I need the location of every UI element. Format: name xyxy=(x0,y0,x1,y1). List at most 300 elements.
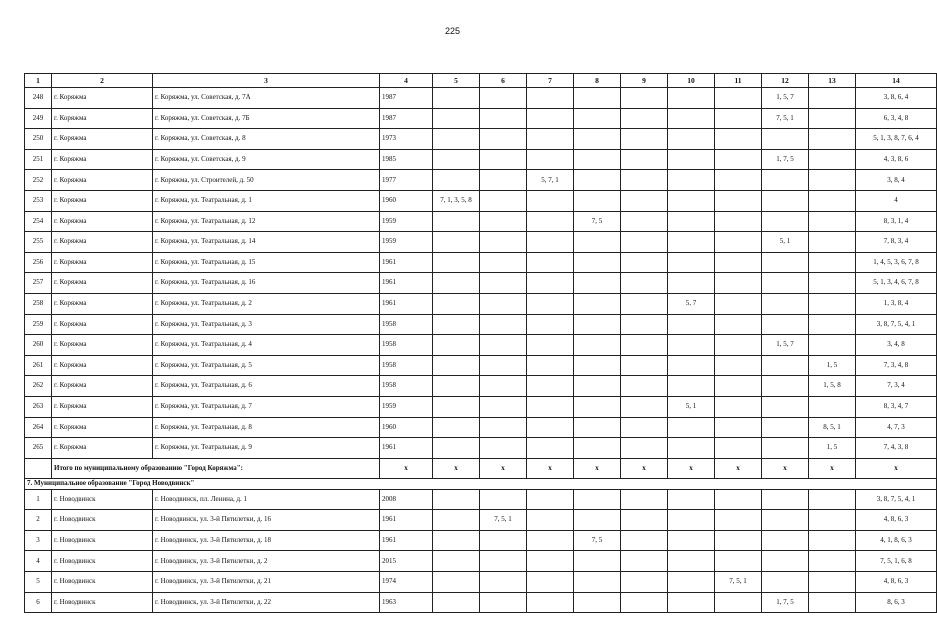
column-header: 7 xyxy=(527,74,574,88)
column-header: 11 xyxy=(715,74,762,88)
cell-col-1: 260 xyxy=(25,335,52,356)
cell-col-13 xyxy=(809,572,856,593)
cell-col-4: 2008 xyxy=(380,489,433,510)
cell-col-14: 3, 8, 6, 4 xyxy=(856,88,937,109)
cell-col-4: 1961 xyxy=(380,530,433,551)
cell-col-5 xyxy=(433,417,480,438)
cell-col-13 xyxy=(809,551,856,572)
cell-col-14: 7, 3, 4, 8 xyxy=(856,355,937,376)
cell-col-1: 258 xyxy=(25,293,52,314)
cell-col-13: 1, 5, 8 xyxy=(809,376,856,397)
cell-col-2: г. Новодвинск xyxy=(52,530,153,551)
cell-col-4: 1961 xyxy=(380,293,433,314)
table-row xyxy=(25,592,937,613)
cell-col-12: 1, 7, 5 xyxy=(762,149,809,170)
cell-col-9 xyxy=(621,551,668,572)
cell-col-4: 1961 xyxy=(380,438,433,459)
cell-col-11 xyxy=(715,252,762,273)
cell-col-8: 7, 5 xyxy=(574,530,621,551)
cell-col-2: г. Коряжма xyxy=(52,211,153,232)
register-table xyxy=(24,73,937,613)
cell-col-11 xyxy=(715,592,762,613)
cell-col-11 xyxy=(715,396,762,417)
cell-col-1: 253 xyxy=(25,190,52,211)
cell-col-3: г. Коряжма, ул. Театральная, д. 15 xyxy=(153,252,380,273)
cell-col-2: г. Коряжма xyxy=(52,293,153,314)
cell-col-10 xyxy=(668,438,715,459)
cell-col-10: 5, 7 xyxy=(668,293,715,314)
cell-col-5 xyxy=(433,293,480,314)
cell-col-3: г. Коряжма, ул. Театральная, д. 1 xyxy=(153,190,380,211)
cell-col-11 xyxy=(715,129,762,150)
cell-col-1: 248 xyxy=(25,88,52,109)
total-value: x xyxy=(380,458,433,478)
table-row xyxy=(25,273,937,294)
table-row xyxy=(25,396,937,417)
cell-col-7 xyxy=(527,335,574,356)
cell-col-13: 1, 5 xyxy=(809,438,856,459)
cell-col-10 xyxy=(668,170,715,191)
cell-col-9 xyxy=(621,572,668,593)
cell-col-10 xyxy=(668,355,715,376)
cell-col-13 xyxy=(809,232,856,253)
cell-col-4: 1960 xyxy=(380,190,433,211)
cell-col-10 xyxy=(668,314,715,335)
cell-col-3: г. Новодвинск, пл. Ленина, д. 1 xyxy=(153,489,380,510)
cell-col-13 xyxy=(809,293,856,314)
cell-col-13 xyxy=(809,335,856,356)
cell-col-8 xyxy=(574,335,621,356)
cell-col-5 xyxy=(433,551,480,572)
cell-col-8 xyxy=(574,232,621,253)
cell-col-2: г. Новодвинск xyxy=(52,551,153,572)
cell-col-3: г. Коряжма, ул. Советская, д. 7А xyxy=(153,88,380,109)
cell-col-6 xyxy=(480,396,527,417)
column-header: 9 xyxy=(621,74,668,88)
cell-col-6 xyxy=(480,88,527,109)
cell-col-4: 1959 xyxy=(380,211,433,232)
cell-col-12 xyxy=(762,252,809,273)
total-value: x xyxy=(856,458,937,478)
cell-col-6 xyxy=(480,211,527,232)
cell-col-11 xyxy=(715,232,762,253)
cell-col-4: 1977 xyxy=(380,170,433,191)
column-header: 6 xyxy=(480,74,527,88)
cell-col-8 xyxy=(574,510,621,531)
cell-col-14: 4, 3, 8, 6 xyxy=(856,149,937,170)
novodvinsk-rows xyxy=(25,489,937,613)
cell-col-12 xyxy=(762,417,809,438)
cell-col-11: 7, 5, 1 xyxy=(715,572,762,593)
cell-col-9 xyxy=(621,314,668,335)
cell-col-2: г. Коряжма xyxy=(52,335,153,356)
cell-col-2: г. Коряжма xyxy=(52,273,153,294)
column-header: 13 xyxy=(809,74,856,88)
cell-col-10 xyxy=(668,108,715,129)
cell-col-8 xyxy=(574,293,621,314)
cell-col-1: 263 xyxy=(25,396,52,417)
cell-col-7 xyxy=(527,190,574,211)
cell-col-2: г. Коряжма xyxy=(52,232,153,253)
cell-col-11 xyxy=(715,551,762,572)
cell-col-12 xyxy=(762,438,809,459)
cell-col-2: г. Новодвинск xyxy=(52,510,153,531)
table-row xyxy=(25,293,937,314)
cell-col-11 xyxy=(715,190,762,211)
cell-col-3: г. Коряжма, ул. Строителей, д. 50 xyxy=(153,170,380,191)
cell-col-11 xyxy=(715,376,762,397)
cell-col-2: г. Коряжма xyxy=(52,376,153,397)
cell-col-10 xyxy=(668,252,715,273)
table-row xyxy=(25,551,937,572)
cell-col-1: 250 xyxy=(25,129,52,150)
cell-col-1: 252 xyxy=(25,170,52,191)
cell-col-14: 3, 8, 7, 5, 4, 1 xyxy=(856,489,937,510)
cell-col-11 xyxy=(715,489,762,510)
table-row xyxy=(25,355,937,376)
cell-col-5 xyxy=(433,355,480,376)
cell-col-9 xyxy=(621,293,668,314)
cell-col-10 xyxy=(668,510,715,531)
cell-col-4: 1959 xyxy=(380,396,433,417)
cell-col-4: 1987 xyxy=(380,88,433,109)
cell-col-10 xyxy=(668,211,715,232)
cell-col-2: г. Коряжма xyxy=(52,190,153,211)
cell-col-5 xyxy=(433,88,480,109)
cell-col-5 xyxy=(433,438,480,459)
column-header: 1 xyxy=(25,74,52,88)
cell-col-10 xyxy=(668,489,715,510)
cell-col-12 xyxy=(762,530,809,551)
cell-col-7 xyxy=(527,232,574,253)
cell-col-3: г. Коряжма, ул. Советская, д. 9 xyxy=(153,149,380,170)
cell-col-3: г. Коряжма, ул. Театральная, д. 7 xyxy=(153,396,380,417)
cell-col-6 xyxy=(480,489,527,510)
cell-col-2: г. Коряжма xyxy=(52,355,153,376)
table-row xyxy=(25,88,937,109)
cell-col-3: г. Коряжма, ул. Театральная, д. 9 xyxy=(153,438,380,459)
cell-col-14: 3, 8, 4 xyxy=(856,170,937,191)
cell-col-13 xyxy=(809,530,856,551)
cell-col-7 xyxy=(527,396,574,417)
cell-col-9 xyxy=(621,108,668,129)
cell-col-6 xyxy=(480,417,527,438)
column-header: 2 xyxy=(52,74,153,88)
cell-col-2: г. Коряжма xyxy=(52,252,153,273)
cell-col-6 xyxy=(480,355,527,376)
cell-col-5 xyxy=(433,396,480,417)
cell-col-5 xyxy=(433,592,480,613)
table-row xyxy=(25,572,937,593)
cell-col-12 xyxy=(762,396,809,417)
total-value: x xyxy=(527,458,574,478)
cell-col-8 xyxy=(574,108,621,129)
cell-col-14: 5, 1, 3, 8, 7, 6, 4 xyxy=(856,129,937,150)
cell-col-11 xyxy=(715,149,762,170)
cell-col-7 xyxy=(527,129,574,150)
table-row xyxy=(25,530,937,551)
cell-col-11 xyxy=(715,273,762,294)
cell-col-6 xyxy=(480,129,527,150)
cell-col-3: г. Коряжма, ул. Театральная, д. 4 xyxy=(153,335,380,356)
cell-col-11 xyxy=(715,510,762,531)
cell-col-12: 1, 7, 5 xyxy=(762,592,809,613)
cell-col-14: 8, 3, 1, 4 xyxy=(856,211,937,232)
cell-col-10 xyxy=(668,551,715,572)
cell-col-14: 7, 3, 4 xyxy=(856,376,937,397)
cell-col-12 xyxy=(762,572,809,593)
cell-col-1: 251 xyxy=(25,149,52,170)
cell-col-5 xyxy=(433,572,480,593)
cell-col-13 xyxy=(809,211,856,232)
cell-col-5: 7, 1, 3, 5, 8 xyxy=(433,190,480,211)
cell-col-8 xyxy=(574,149,621,170)
table-row xyxy=(25,314,937,335)
cell-col-10 xyxy=(668,335,715,356)
cell-col-1: 255 xyxy=(25,232,52,253)
cell-col-6: 7, 5, 1 xyxy=(480,510,527,531)
cell-col-11 xyxy=(715,438,762,459)
cell-col-1: 261 xyxy=(25,355,52,376)
cell-col-6 xyxy=(480,232,527,253)
cell-col-7 xyxy=(527,211,574,232)
cell-col-13: 1, 5 xyxy=(809,355,856,376)
total-value: x xyxy=(715,458,762,478)
cell-col-2: г. Новодвинск xyxy=(52,572,153,593)
cell-col-4: 1960 xyxy=(380,417,433,438)
cell-col-1: 2 xyxy=(25,510,52,531)
cell-col-12 xyxy=(762,355,809,376)
cell-col-5 xyxy=(433,489,480,510)
cell-col-5 xyxy=(433,335,480,356)
cell-col-5 xyxy=(433,129,480,150)
cell-col-9 xyxy=(621,396,668,417)
cell-col-8 xyxy=(574,88,621,109)
cell-col-2: г. Коряжма xyxy=(52,129,153,150)
cell-col-12 xyxy=(762,551,809,572)
cell-col-11 xyxy=(715,314,762,335)
cell-col-6 xyxy=(480,530,527,551)
cell-col-3: г. Коряжма, ул. Театральная, д. 8 xyxy=(153,417,380,438)
cell-col-13: 8, 5, 1 xyxy=(809,417,856,438)
cell-col-3: г. Коряжма, ул. Театральная, д. 2 xyxy=(153,293,380,314)
table-row xyxy=(25,129,937,150)
cell-col-14: 4, 7, 3 xyxy=(856,417,937,438)
cell-col-3: г. Коряжма, ул. Театральная, д. 12 xyxy=(153,211,380,232)
cell-col-6 xyxy=(480,438,527,459)
cell-col-11 xyxy=(715,355,762,376)
cell-col-14: 6, 3, 4, 8 xyxy=(856,108,937,129)
column-header: 10 xyxy=(668,74,715,88)
cell-col-9 xyxy=(621,232,668,253)
total-value: x xyxy=(809,458,856,478)
cell-col-2: г. Коряжма xyxy=(52,108,153,129)
cell-col-10 xyxy=(668,376,715,397)
cell-col-3: г. Коряжма, ул. Театральная, д. 16 xyxy=(153,273,380,294)
cell-col-4: 1973 xyxy=(380,129,433,150)
cell-col-2: г. Коряжма xyxy=(52,88,153,109)
section-title: 7. Муниципальное образование "Город Новодвинск" xyxy=(25,478,937,489)
cell-col-9 xyxy=(621,489,668,510)
cell-col-10 xyxy=(668,417,715,438)
cell-col-11 xyxy=(715,293,762,314)
cell-col-13 xyxy=(809,273,856,294)
cell-col-9 xyxy=(621,190,668,211)
cell-col-1: 3 xyxy=(25,530,52,551)
cell-col-9 xyxy=(621,376,668,397)
table-row xyxy=(25,108,937,129)
cell-col-6 xyxy=(480,252,527,273)
cell-col-4: 1958 xyxy=(380,355,433,376)
cell-col-14: 3, 4, 8 xyxy=(856,335,937,356)
total-value: x xyxy=(762,458,809,478)
cell-col-8 xyxy=(574,417,621,438)
cell-col-14: 8, 6, 3 xyxy=(856,592,937,613)
cell-col-7 xyxy=(527,293,574,314)
cell-col-2: г. Коряжма xyxy=(52,438,153,459)
cell-col-1: 4 xyxy=(25,551,52,572)
cell-col-9 xyxy=(621,149,668,170)
cell-col-6 xyxy=(480,314,527,335)
cell-col-1: 262 xyxy=(25,376,52,397)
table-row xyxy=(25,438,937,459)
cell-col-7 xyxy=(527,438,574,459)
cell-col-8: 7, 5 xyxy=(574,211,621,232)
cell-col-7 xyxy=(527,530,574,551)
total-value: x xyxy=(668,458,715,478)
cell-col-1: 265 xyxy=(25,438,52,459)
column-header: 4 xyxy=(380,74,433,88)
total-value: x xyxy=(621,458,668,478)
cell-col-13 xyxy=(809,510,856,531)
cell-col-12 xyxy=(762,314,809,335)
cell-col-12 xyxy=(762,376,809,397)
cell-col-3: г. Коряжма, ул. Советская, д. 7Б xyxy=(153,108,380,129)
cell-col-4: 1958 xyxy=(380,314,433,335)
cell-col-8 xyxy=(574,355,621,376)
cell-col-13 xyxy=(809,149,856,170)
cell-col-7 xyxy=(527,510,574,531)
column-number-row xyxy=(25,74,937,88)
table-row xyxy=(25,149,937,170)
cell-col-6 xyxy=(480,335,527,356)
cell-col-9 xyxy=(621,252,668,273)
cell-col-12 xyxy=(762,293,809,314)
cell-col-3: г. Коряжма, ул. Театральная, д. 3 xyxy=(153,314,380,335)
cell-col-7: 5, 7, 1 xyxy=(527,170,574,191)
total-value: x xyxy=(574,458,621,478)
cell-col-12: 1, 5, 7 xyxy=(762,88,809,109)
cell-col-14: 1, 4, 5, 3, 6, 7, 8 xyxy=(856,252,937,273)
cell-col-13 xyxy=(809,252,856,273)
cell-col-9 xyxy=(621,355,668,376)
cell-col-7 xyxy=(527,376,574,397)
cell-col-4: 1987 xyxy=(380,108,433,129)
cell-col-4: 1958 xyxy=(380,376,433,397)
cell-col-14: 4, 8, 6, 3 xyxy=(856,510,937,531)
cell-col-13 xyxy=(809,88,856,109)
cell-col-8 xyxy=(574,592,621,613)
table-row xyxy=(25,335,937,356)
cell-col-3: г. Новодвинск, ул. 3-й Пятилетки, д. 22 xyxy=(153,592,380,613)
cell-col-11 xyxy=(715,211,762,232)
cell-col-9 xyxy=(621,417,668,438)
cell-col-14: 1, 3, 8, 4 xyxy=(856,293,937,314)
cell-col-12 xyxy=(762,489,809,510)
cell-col-4: 1961 xyxy=(380,510,433,531)
cell-col-3: г. Коряжма, ул. Советская, д. 8 xyxy=(153,129,380,150)
cell-col-8 xyxy=(574,190,621,211)
cell-col-8 xyxy=(574,438,621,459)
cell-col-2: г. Новодвинск xyxy=(52,592,153,613)
cell-col-1: 264 xyxy=(25,417,52,438)
table-row xyxy=(25,252,937,273)
column-header: 12 xyxy=(762,74,809,88)
cell-col-7 xyxy=(527,417,574,438)
cell-col-9 xyxy=(621,592,668,613)
cell-col-3: г. Коряжма, ул. Театральная, д. 14 xyxy=(153,232,380,253)
cell-col-7 xyxy=(527,108,574,129)
cell-col-9 xyxy=(621,170,668,191)
total-value: x xyxy=(480,458,527,478)
cell-col-7 xyxy=(527,314,574,335)
cell-col-12: 5, 1 xyxy=(762,232,809,253)
cell-col-14: 4, 1, 8, 6, 3 xyxy=(856,530,937,551)
cell-col-10 xyxy=(668,88,715,109)
cell-col-2: г. Коряжма xyxy=(52,149,153,170)
cell-col-10 xyxy=(668,572,715,593)
cell-col-7 xyxy=(527,551,574,572)
cell-col-2: г. Коряжма xyxy=(52,170,153,191)
table-row xyxy=(25,376,937,397)
cell-col-13 xyxy=(809,314,856,335)
cell-col-9 xyxy=(621,273,668,294)
cell-col-3: г. Новодвинск, ул. 3-й Пятилетки, д. 18 xyxy=(153,530,380,551)
total-row xyxy=(25,458,937,478)
cell-col-9 xyxy=(621,211,668,232)
cell-col-8 xyxy=(574,252,621,273)
cell-col-6 xyxy=(480,376,527,397)
cell-col-7 xyxy=(527,592,574,613)
cell-col-13 xyxy=(809,129,856,150)
cell-col-13 xyxy=(809,170,856,191)
cell-col-10 xyxy=(668,232,715,253)
cell-col-8 xyxy=(574,572,621,593)
cell-col-4: 1974 xyxy=(380,572,433,593)
cell-col-2: г. Коряжма xyxy=(52,314,153,335)
cell-col-7 xyxy=(527,273,574,294)
cell-col-1: 259 xyxy=(25,314,52,335)
cell-col-10 xyxy=(668,190,715,211)
cell-col-2: г. Коряжма xyxy=(52,417,153,438)
cell-col-7 xyxy=(527,88,574,109)
cell-col-3: г. Коряжма, ул. Театральная, д. 5 xyxy=(153,355,380,376)
cell-col-11 xyxy=(715,530,762,551)
cell-col-14: 4, 8, 6, 3 xyxy=(856,572,937,593)
cell-col-2: г. Новодвинск xyxy=(52,489,153,510)
cell-col-1: 1 xyxy=(25,489,52,510)
cell-col-8 xyxy=(574,170,621,191)
cell-col-10 xyxy=(668,273,715,294)
cell-col-4: 1961 xyxy=(380,252,433,273)
cell-col-3: г. Новодвинск, ул. 3-й Пятилетки, д. 2 xyxy=(153,551,380,572)
koryazhma-rows xyxy=(25,88,937,459)
cell-col-9 xyxy=(621,438,668,459)
cell-col-7 xyxy=(527,489,574,510)
cell-col-11 xyxy=(715,88,762,109)
cell-col-8 xyxy=(574,376,621,397)
cell-col-5 xyxy=(433,232,480,253)
